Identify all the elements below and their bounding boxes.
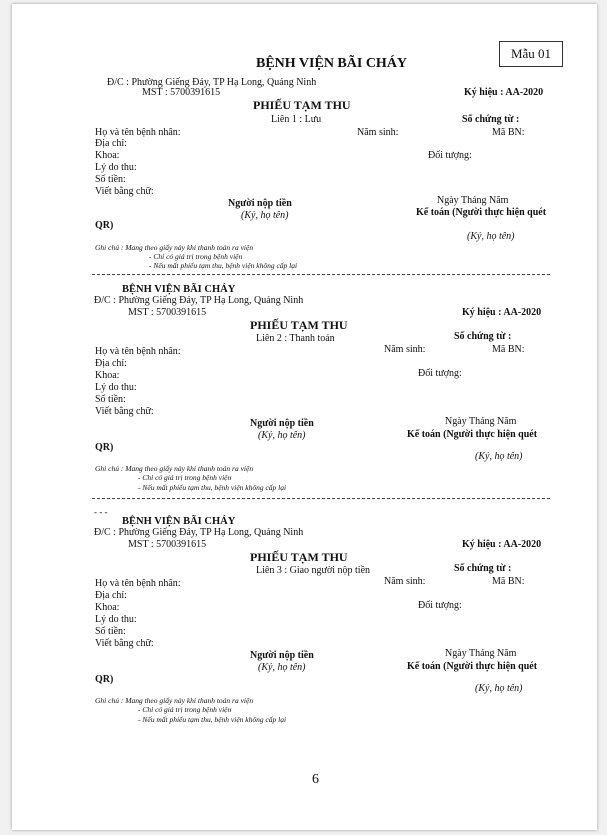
patient-id-label: Mã BN: <box>492 576 525 587</box>
reason-label: Lý do thu: <box>95 382 137 393</box>
cut-line-1 <box>92 274 550 275</box>
receipt-symbol: Ký hiệu : AA-2020 <box>462 539 542 550</box>
patient-id-label: Mã BN: <box>492 127 525 138</box>
birth-year-label: Năm sinh: <box>357 127 399 138</box>
payer-label: Người nộp tiền <box>228 198 292 209</box>
hospital-name: BỆNH VIỆN BÃI CHÁY <box>122 516 236 527</box>
cut-line-mark: - - - <box>94 507 108 517</box>
date-label: Ngày Tháng Năm <box>445 648 517 659</box>
tax-code: MST : 5700391615 <box>142 87 221 98</box>
department-label: Khoa: <box>95 370 120 381</box>
patient-name-label: Họ và tên bệnh nhân: <box>95 346 181 357</box>
accountant-label: Kế toán (Người thực hiện quét <box>407 661 538 672</box>
payer-sign-hint: (Ký, họ tên) <box>258 662 306 673</box>
address-label: Địa chỉ: <box>95 590 127 601</box>
reason-label: Lý do thu: <box>95 162 137 173</box>
note-line-3: - Nếu mất phiếu tạm thu, bệnh viện không cấp lại <box>149 261 298 270</box>
hospital-address: Đ/C : Phường Giếng Đáy, TP Hạ Long, Quảng Ninh <box>107 77 317 88</box>
accountant-sign-hint: (Ký, họ tên) <box>467 231 515 242</box>
note-line-2: - Chỉ có giá trị trong bệnh viện <box>138 705 232 714</box>
payer-sign-hint: (Ký, họ tên) <box>258 430 306 441</box>
tax-code: MST : 5700391615 <box>128 539 207 550</box>
note-line-3: - Nếu mất phiếu tạm thu, bệnh viện không cấp lại <box>138 483 287 492</box>
department-label: Khoa: <box>95 602 120 613</box>
form-code-box <box>499 41 563 67</box>
tax-code: MST : 5700391615 <box>128 307 207 318</box>
accountant-label: Kế toán (Người thực hiện quét <box>407 429 538 440</box>
amount-words-label: Viết bằng chữ: <box>95 638 154 649</box>
qr-label: QR) <box>95 674 114 685</box>
department-label: Khoa: <box>95 150 120 161</box>
note-line-2: - Chỉ có giá trị trong bệnh viện <box>138 473 232 482</box>
hospital-name: BỆNH VIỆN BÃI CHÁY <box>122 284 236 295</box>
birth-year-label: Năm sinh: <box>384 344 426 355</box>
accountant-sign-hint: (Ký, họ tên) <box>475 683 523 694</box>
date-label: Ngày Tháng Năm <box>445 416 517 427</box>
hospital-address: Đ/C : Phường Giếng Đáy, TP Hạ Long, Quảng Ninh <box>94 295 304 306</box>
subject-label: Đối tượng: <box>418 368 462 379</box>
note-line-1: Ghi chú : Mang theo giấy này khi thanh toán ra viện <box>95 243 254 252</box>
note-line-3: - Nếu mất phiếu tạm thu, bệnh viện không cấp lại <box>138 715 287 724</box>
cut-line-2 <box>92 498 550 499</box>
voucher-number-label: Số chứng từ : <box>454 331 512 342</box>
payer-label: Người nộp tiền <box>250 418 314 429</box>
address-label: Địa chỉ: <box>95 138 127 149</box>
amount-words-label: Viết bằng chữ: <box>95 406 154 417</box>
copy-label: Liên 1 : Lưu <box>271 114 322 125</box>
patient-id-label: Mã BN: <box>492 344 525 355</box>
receipt-title: PHIẾU TẠM THU <box>253 98 351 112</box>
voucher-number-label: Số chứng từ : <box>462 114 520 125</box>
note-line-1: Ghi chú : Mang theo giấy này khi thanh toán ra viện <box>95 696 254 705</box>
copy-label: Liên 3 : Giao người nộp tiền <box>256 565 371 576</box>
accountant-label: Kế toán (Người thực hiện quét <box>416 207 547 218</box>
voucher-number-label: Số chứng từ : <box>454 563 512 574</box>
amount-label: Số tiền: <box>95 626 126 637</box>
receipt-symbol: Ký hiệu : AA-2020 <box>462 307 542 318</box>
qr-label: QR) <box>95 442 114 453</box>
copy-label: Liên 2 : Thanh toán <box>256 333 335 344</box>
hospital-name: BỆNH VIỆN BÃI CHÁY <box>256 56 408 71</box>
page-number: 6 <box>312 772 319 787</box>
subject-label: Đối tượng: <box>418 600 462 611</box>
note-line-2: - Chỉ có giá trị trong bệnh viện <box>149 252 243 261</box>
qr-label: QR) <box>95 220 114 231</box>
payer-label: Người nộp tiền <box>250 650 314 661</box>
subject-label: Đối tượng: <box>428 150 472 161</box>
form-code: Mẫu 01 <box>510 46 552 61</box>
amount-words-label: Viết bằng chữ: <box>95 186 154 197</box>
patient-name-label: Họ và tên bệnh nhân: <box>95 578 181 589</box>
accountant-sign-hint: (Ký, họ tên) <box>475 451 523 462</box>
note-line-1: Ghi chú : Mang theo giấy này khi thanh toán ra viện <box>95 464 254 473</box>
receipt-title: PHIẾU TẠM THU <box>250 550 348 564</box>
amount-label: Số tiền: <box>95 174 126 185</box>
patient-name-label: Họ và tên bệnh nhân: <box>95 127 181 138</box>
date-label: Ngày Tháng Năm <box>437 195 509 206</box>
receipt-symbol: Ký hiệu : AA-2020 <box>464 87 544 98</box>
reason-label: Lý do thu: <box>95 614 137 625</box>
birth-year-label: Năm sinh: <box>384 576 426 587</box>
receipt-title: PHIẾU TẠM THU <box>250 318 348 332</box>
amount-label: Số tiền: <box>95 394 126 405</box>
document-page <box>12 4 597 830</box>
payer-sign-hint: (Ký, họ tên) <box>241 210 289 221</box>
address-label: Địa chỉ: <box>95 358 127 369</box>
hospital-address: Đ/C : Phường Giếng Đáy, TP Hạ Long, Quảng Ninh <box>94 527 304 538</box>
